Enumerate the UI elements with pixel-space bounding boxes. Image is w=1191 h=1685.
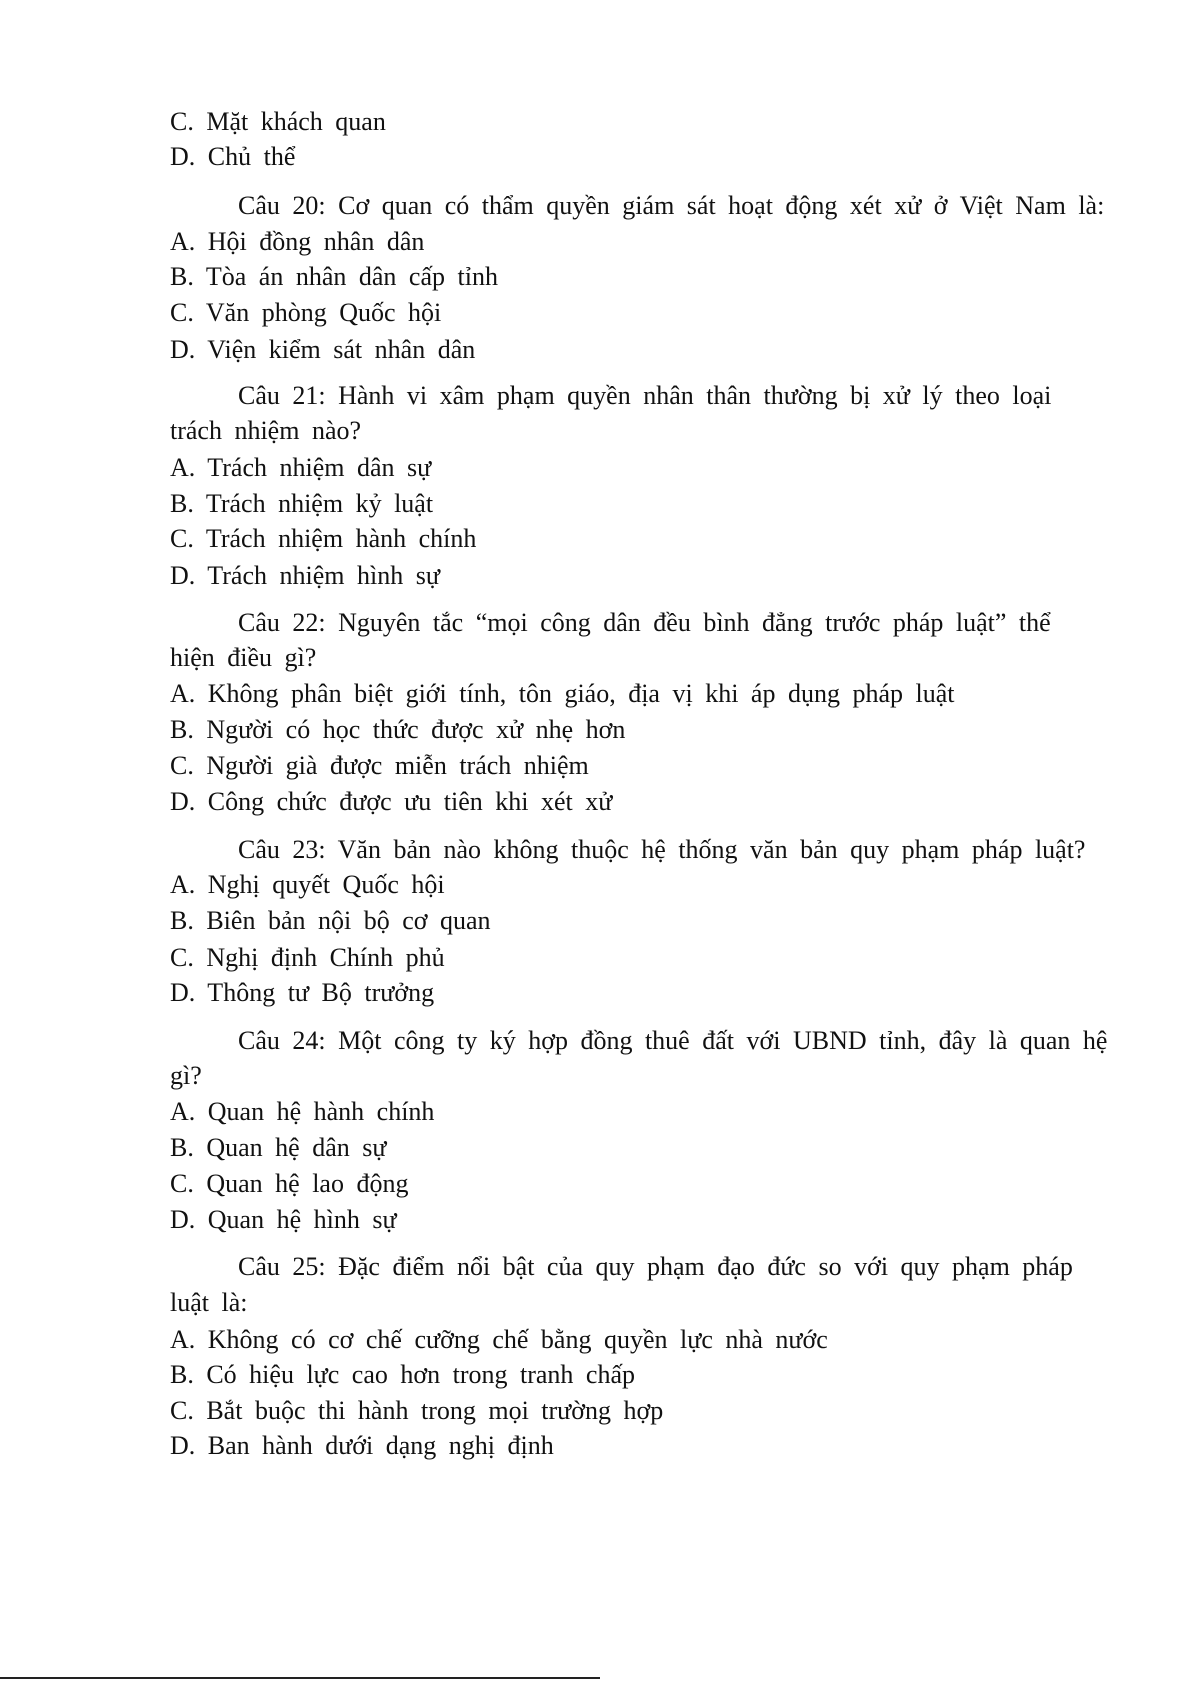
question-24-option-c: C. Quan hệ lao động <box>170 1169 409 1198</box>
question-25-option-b: B. Có hiệu lực cao hơn trong tranh chấp <box>170 1360 636 1389</box>
option-c-previous: C. Mặt khách quan <box>170 107 386 136</box>
question-23: Câu 23: Văn bản nào không thuộc hệ thống văn bản quy phạm pháp luật? <box>238 835 1086 864</box>
question-22-option-a: A. Không phân biệt giới tính, tôn giáo, địa vị khi áp dụng pháp luật <box>170 679 955 708</box>
question-20: Câu 20: Cơ quan có thẩm quyền giám sát hoạt động xét xử ở Việt Nam là: <box>238 191 1105 220</box>
question-22: Câu 22: Nguyên tắc “mọi công dân đều bình đẳng trước pháp luật” thể <box>238 608 1051 637</box>
question-23-option-d: D. Thông tư Bộ trưởng <box>170 978 435 1007</box>
question-21-option-c: C. Trách nhiệm hành chính <box>170 524 477 553</box>
question-21-option-d: D. Trách nhiệm hình sự <box>170 561 440 590</box>
question-21: Câu 21: Hành vi xâm phạm quyền nhân thân thường bị xử lý theo loại <box>238 381 1052 410</box>
question-20-option-b: B. Tòa án nhân dân cấp tỉnh <box>170 262 498 291</box>
question-22-continuation: hiện điều gì? <box>170 643 317 672</box>
question-24-option-b: B. Quan hệ dân sự <box>170 1133 387 1162</box>
question-25: Câu 25: Đặc điểm nổi bật của quy phạm đạo đức so với quy phạm pháp <box>238 1252 1073 1281</box>
question-25-option-a: A. Không có cơ chế cưỡng chế bằng quyền lực nhà nước <box>170 1325 828 1354</box>
question-21-continuation: trách nhiệm nào? <box>170 416 362 445</box>
question-20-option-d: D. Viện kiểm sát nhân dân <box>170 335 476 364</box>
question-24-continuation: gì? <box>170 1061 202 1090</box>
question-22-option-d: D. Công chức được ưu tiên khi xét xử <box>170 787 613 816</box>
question-24-option-d: D. Quan hệ hình sự <box>170 1205 397 1234</box>
option-d-previous: D. Chủ thể <box>170 142 296 171</box>
question-25-continuation: luật là: <box>170 1288 248 1317</box>
question-21-option-b: B. Trách nhiệm kỷ luật <box>170 489 434 518</box>
question-24: Câu 24: Một công ty ký hợp đồng thuê đất với UBND tỉnh, đây là quan hệ <box>238 1026 1108 1055</box>
footer-divider <box>0 1677 600 1679</box>
question-25-option-d: D. Ban hành dưới dạng nghị định <box>170 1431 554 1460</box>
question-20-option-c: C. Văn phòng Quốc hội <box>170 298 442 327</box>
question-24-option-a: A. Quan hệ hành chính <box>170 1097 435 1126</box>
question-21-option-a: A. Trách nhiệm dân sự <box>170 453 432 482</box>
question-25-option-c: C. Bắt buộc thi hành trong mọi trường hợp <box>170 1396 664 1425</box>
question-23-option-b: B. Biên bản nội bộ cơ quan <box>170 906 491 935</box>
question-23-option-c: C. Nghị định Chính phủ <box>170 943 445 972</box>
question-23-option-a: A. Nghị quyết Quốc hội <box>170 870 445 899</box>
question-22-option-b: B. Người có học thức được xử nhẹ hơn <box>170 715 626 744</box>
question-20-option-a: A. Hội đồng nhân dân <box>170 227 425 256</box>
question-22-option-c: C. Người già được miễn trách nhiệm <box>170 751 589 780</box>
